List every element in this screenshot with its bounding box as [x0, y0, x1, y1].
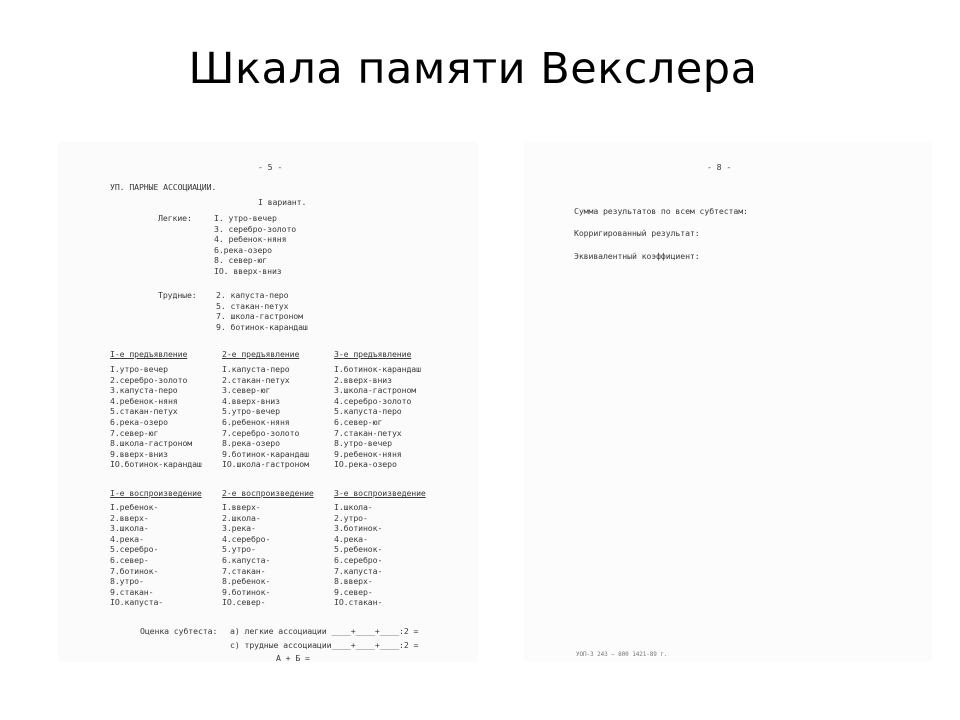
list-item: 7. школа-гастроном [216, 311, 303, 322]
reproduction-header-1: I-е воспроизведение [110, 488, 202, 498]
list-item: IO.школа-гастроном [222, 459, 309, 470]
list-item: 9.вверх-вниз [110, 448, 168, 459]
list-item: 8. север-юг [214, 255, 268, 266]
list-item: 7.серебро-золото [222, 427, 300, 438]
list-item: 5.капуста-перо [334, 406, 402, 417]
reproduction-column-1 [110, 502, 163, 608]
reproduction-header-3: 3-е воспроизведение [334, 488, 426, 498]
scanned-page-right [524, 142, 932, 662]
list-item: 8.вверх- [334, 576, 373, 587]
list-item: 5. стакан-петух [216, 300, 289, 311]
list-item: 6.север-юг [334, 416, 383, 427]
list-item: 9.север- [334, 586, 373, 597]
list-item: 7.капуста- [334, 565, 383, 576]
list-item: 3.север-юг [222, 385, 271, 396]
list-item: 6.река-озеро [110, 416, 168, 427]
list-item: 3. серебро-золото [214, 223, 297, 234]
list-item: 3.школа- [110, 523, 149, 534]
presentation-header-1: I-е предъявление [110, 349, 188, 359]
list-item: 3.река- [222, 523, 256, 534]
list-item: 2.вверх-вниз [334, 374, 392, 385]
list-item: 4.вверх-вниз [222, 395, 280, 406]
list-item: 9.стакан- [110, 586, 154, 597]
list-item: 5.серебро- [110, 544, 159, 555]
list-item: 8.школа-гастроном [110, 438, 193, 449]
list-item: IO.стакан- [334, 597, 383, 608]
section-heading: УП. ПАРНЫЕ АССОЦИАЦИИ. [110, 182, 217, 192]
slide-title: Шкала памяти Векслера [188, 44, 758, 94]
list-item: 6.ребенок-няня [222, 416, 290, 427]
hard-label: Трудные: [158, 290, 197, 300]
list-item: IO.река-озеро [334, 459, 397, 470]
list-item: 9.ботинок-карандаш [222, 448, 309, 459]
presentation-column-1 [110, 364, 202, 470]
list-item: 2.вверх- [110, 512, 149, 523]
list-item: I.вверх- [222, 502, 261, 512]
list-item: 9.ребенок-няня [334, 448, 402, 459]
list-item: 3.школа-гастроном [334, 385, 417, 396]
list-item: 2.серебро-золото [110, 374, 188, 385]
list-item: 4.серебро-золото [334, 395, 412, 406]
list-item: 4.ребенок-няня [110, 395, 178, 406]
reproduction-header-2: 2-е воспроизведение [222, 488, 314, 498]
list-item: 7.север-юг [110, 427, 159, 438]
list-item: 6.серебро- [334, 554, 383, 565]
variant-label: I вариант. [258, 197, 307, 207]
list-item: 5.ребенок- [334, 544, 383, 555]
score-hard-line: с) трудные ассоциации____+____+____:2 = [230, 640, 419, 650]
list-item: IO. вверх-вниз [214, 265, 282, 276]
list-item: 4.серебро- [222, 533, 271, 544]
list-item: I.ребенок- [110, 502, 159, 512]
list-item: 8.река-озеро [222, 438, 280, 449]
list-item: IO.север- [222, 597, 266, 608]
hard-list [216, 290, 308, 332]
list-item: 7.ботинок- [110, 565, 159, 576]
list-item: 5.утро-вечер [222, 406, 280, 417]
reproduction-column-2 [222, 502, 270, 608]
list-item: 2. капуста-перо [216, 290, 289, 300]
list-item: 4.река- [334, 533, 368, 544]
list-item: IO.капуста- [110, 597, 164, 608]
presentation-header-2: 2-е предъявление [222, 349, 300, 359]
list-item: 2.школа- [222, 512, 261, 523]
score-easy-line: а) легкие ассоциации ____+____+____:2 = [230, 626, 419, 636]
list-item: 7.стакан- [222, 565, 266, 576]
list-item: I.утро-вечер [110, 364, 168, 374]
easy-list [214, 213, 296, 277]
list-item: I.капуста-перо [222, 364, 290, 374]
presentation-header-3: 3-е предъявление [334, 349, 412, 359]
list-item: 5.утро- [222, 544, 256, 555]
list-item: 5.стакан-петух [110, 406, 178, 417]
list-item: 2.утро- [334, 512, 368, 523]
corrected-score-line: Корригированный результат: [574, 228, 700, 238]
presentation-column-2 [222, 364, 309, 470]
score-label: Оценка субтеста: [140, 626, 218, 636]
list-item: 6.река-озеро [214, 244, 272, 255]
total-score-line: Сумма результатов по всем субтестам: [574, 206, 748, 216]
page-number: - 8 - [707, 162, 732, 172]
list-item: IO.ботинок-карандаш [110, 459, 202, 470]
list-item: 8.утро- [110, 576, 144, 587]
list-item: 6.капуста- [222, 554, 271, 565]
list-item: 8.утро-вечер [334, 438, 392, 449]
page-number: - 5 - [258, 162, 283, 172]
list-item: 7.стакан-петух [334, 427, 402, 438]
list-item: 9. ботинок-карандаш [216, 321, 308, 332]
list-item: I. утро-вечер [214, 213, 277, 223]
list-item: 6.север- [110, 554, 149, 565]
scanned-page-left [58, 142, 478, 662]
print-footer: УОП-3 243 — 800 1421-89 г. [576, 651, 668, 658]
list-item: 2.стакан-петух [222, 374, 290, 385]
equivalent-coefficient-line: Эквивалентный коэффициент: [574, 251, 700, 261]
list-item: 8.ребенок- [222, 576, 271, 587]
easy-label: Легкие: [158, 213, 192, 223]
list-item: 3.капуста-перо [110, 385, 178, 396]
reproduction-column-3 [334, 502, 382, 608]
presentation-column-3 [334, 364, 421, 470]
list-item: 9.ботинок- [222, 586, 271, 597]
list-item: 4. ребенок-няня [214, 234, 287, 245]
list-item: I.ботинок-карандаш [334, 364, 421, 374]
list-item: 3.ботинок- [334, 523, 383, 534]
score-sum-line: А + Б = [276, 653, 310, 662]
list-item: I.школа- [334, 502, 373, 512]
list-item: 4.река- [110, 533, 144, 544]
